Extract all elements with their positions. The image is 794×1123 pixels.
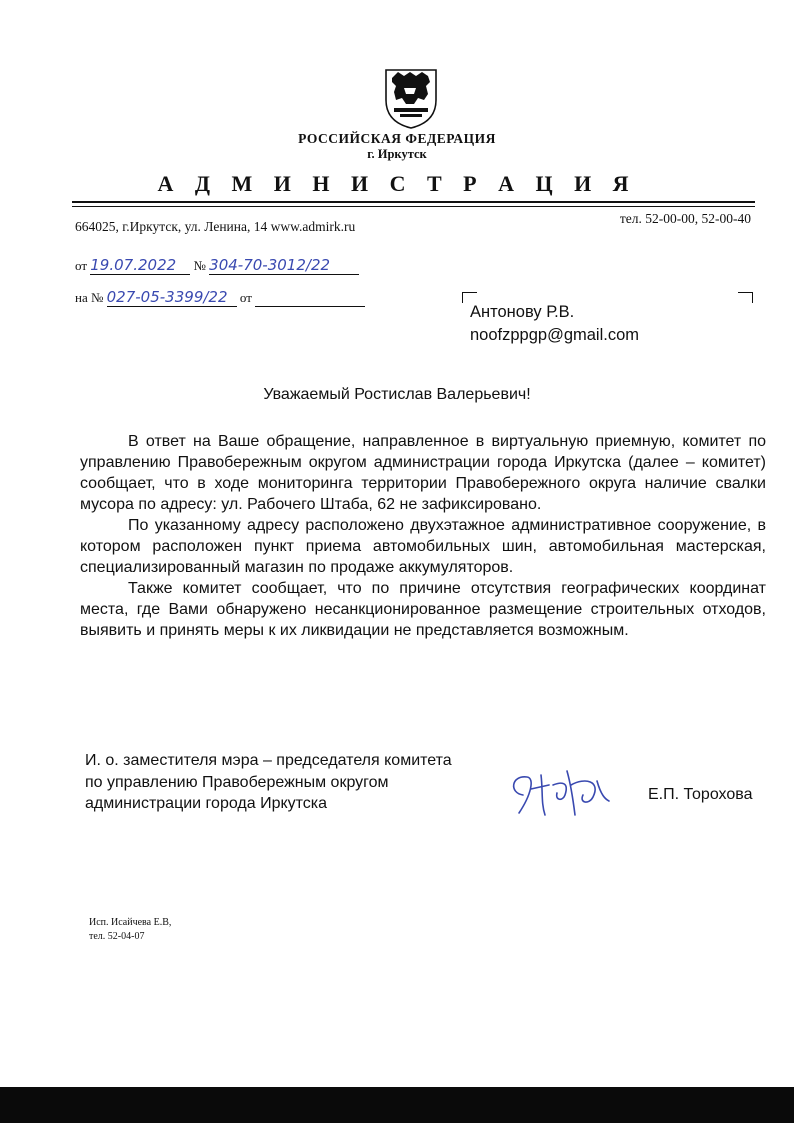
scan-bottom-bar <box>0 1087 794 1123</box>
body-paragraph: В ответ на Ваше обращение, направленное в виртуальную приемную, комитет по управлению Правобережным округом администрации города Иркутска (далее – комитет) сообщает, что в ходе мониторинга территории Правобережного округа наличие свалки мусора по адресу: ул. Рабочего Штаба, 62 не зафиксировано. <box>80 433 766 513</box>
executor-phone: тел. 52-04-07 <box>89 931 145 942</box>
signer-position <box>85 750 452 815</box>
position-line: И. о. заместителя мэра – председателя комитета <box>85 752 452 769</box>
executor-block <box>89 916 171 944</box>
header-divider-thick <box>72 201 755 203</box>
recipient-block <box>470 301 639 347</box>
letter-body <box>80 431 766 641</box>
executor-name: Исп. Исайчева Е.В, <box>89 917 172 928</box>
organization-title: А Д М И Н И С Т Р А Ц И Я <box>157 171 637 196</box>
signer-name: Е.П. Торохова <box>648 786 753 803</box>
handwritten-number: 304-70-3012/22 <box>209 256 331 274</box>
number-field <box>209 256 359 275</box>
recipient-corner-right <box>738 292 753 303</box>
position-line: по управлению Правобережным округом <box>85 773 389 791</box>
date-field <box>90 256 190 275</box>
handwritten-date: 19.07.2022 <box>90 256 177 274</box>
header-divider-thin <box>72 206 755 207</box>
body-paragraph: Также комитет сообщает, что по причине отсутствия географических координат места, где Вами обнаружено несанкционированное размещение строительных отходов, выявить и принять меры к их ликвидации не представляется возможным. <box>80 580 766 639</box>
ref-date-field <box>255 290 365 307</box>
incoming-reference <box>75 288 365 307</box>
date-label: от <box>75 258 88 273</box>
handwritten-ref-number: 027-05-3399/22 <box>106 288 228 306</box>
organization-phone: тел. 52-00-00, 52-00-40 <box>619 211 751 226</box>
country-name: РОССИЙСКАЯ ФЕДЕРАЦИЯ <box>298 131 496 146</box>
outgoing-registration <box>75 256 359 275</box>
organization-address: 664025, г.Иркутск, ул. Ленина, 14 www.admirk.ru <box>75 219 356 234</box>
recipient-name: Антонову Р.В. <box>470 303 575 321</box>
body-paragraph: По указанному адресу расположено двухэтажное административное сооружение, в котором расположен пункт приема автомобильных шин, автомобильная мастерская, специализированный магазин по продаже аккумуляторов. <box>80 517 766 576</box>
ref-field <box>107 288 237 307</box>
ref-label: на № <box>75 290 104 305</box>
salutation: Уважаемый Ростислав Валерьевич! <box>263 386 531 403</box>
handwritten-signature-icon <box>505 755 625 825</box>
city-name: г. Иркутск <box>367 147 427 161</box>
coat-of-arms-icon <box>384 64 438 130</box>
recipient-email: noofzppgp@gmail.com <box>470 326 640 344</box>
number-label: № <box>193 258 206 273</box>
ref-date-label: от <box>239 290 252 305</box>
position-line: администрации города Иркутска <box>85 795 328 812</box>
